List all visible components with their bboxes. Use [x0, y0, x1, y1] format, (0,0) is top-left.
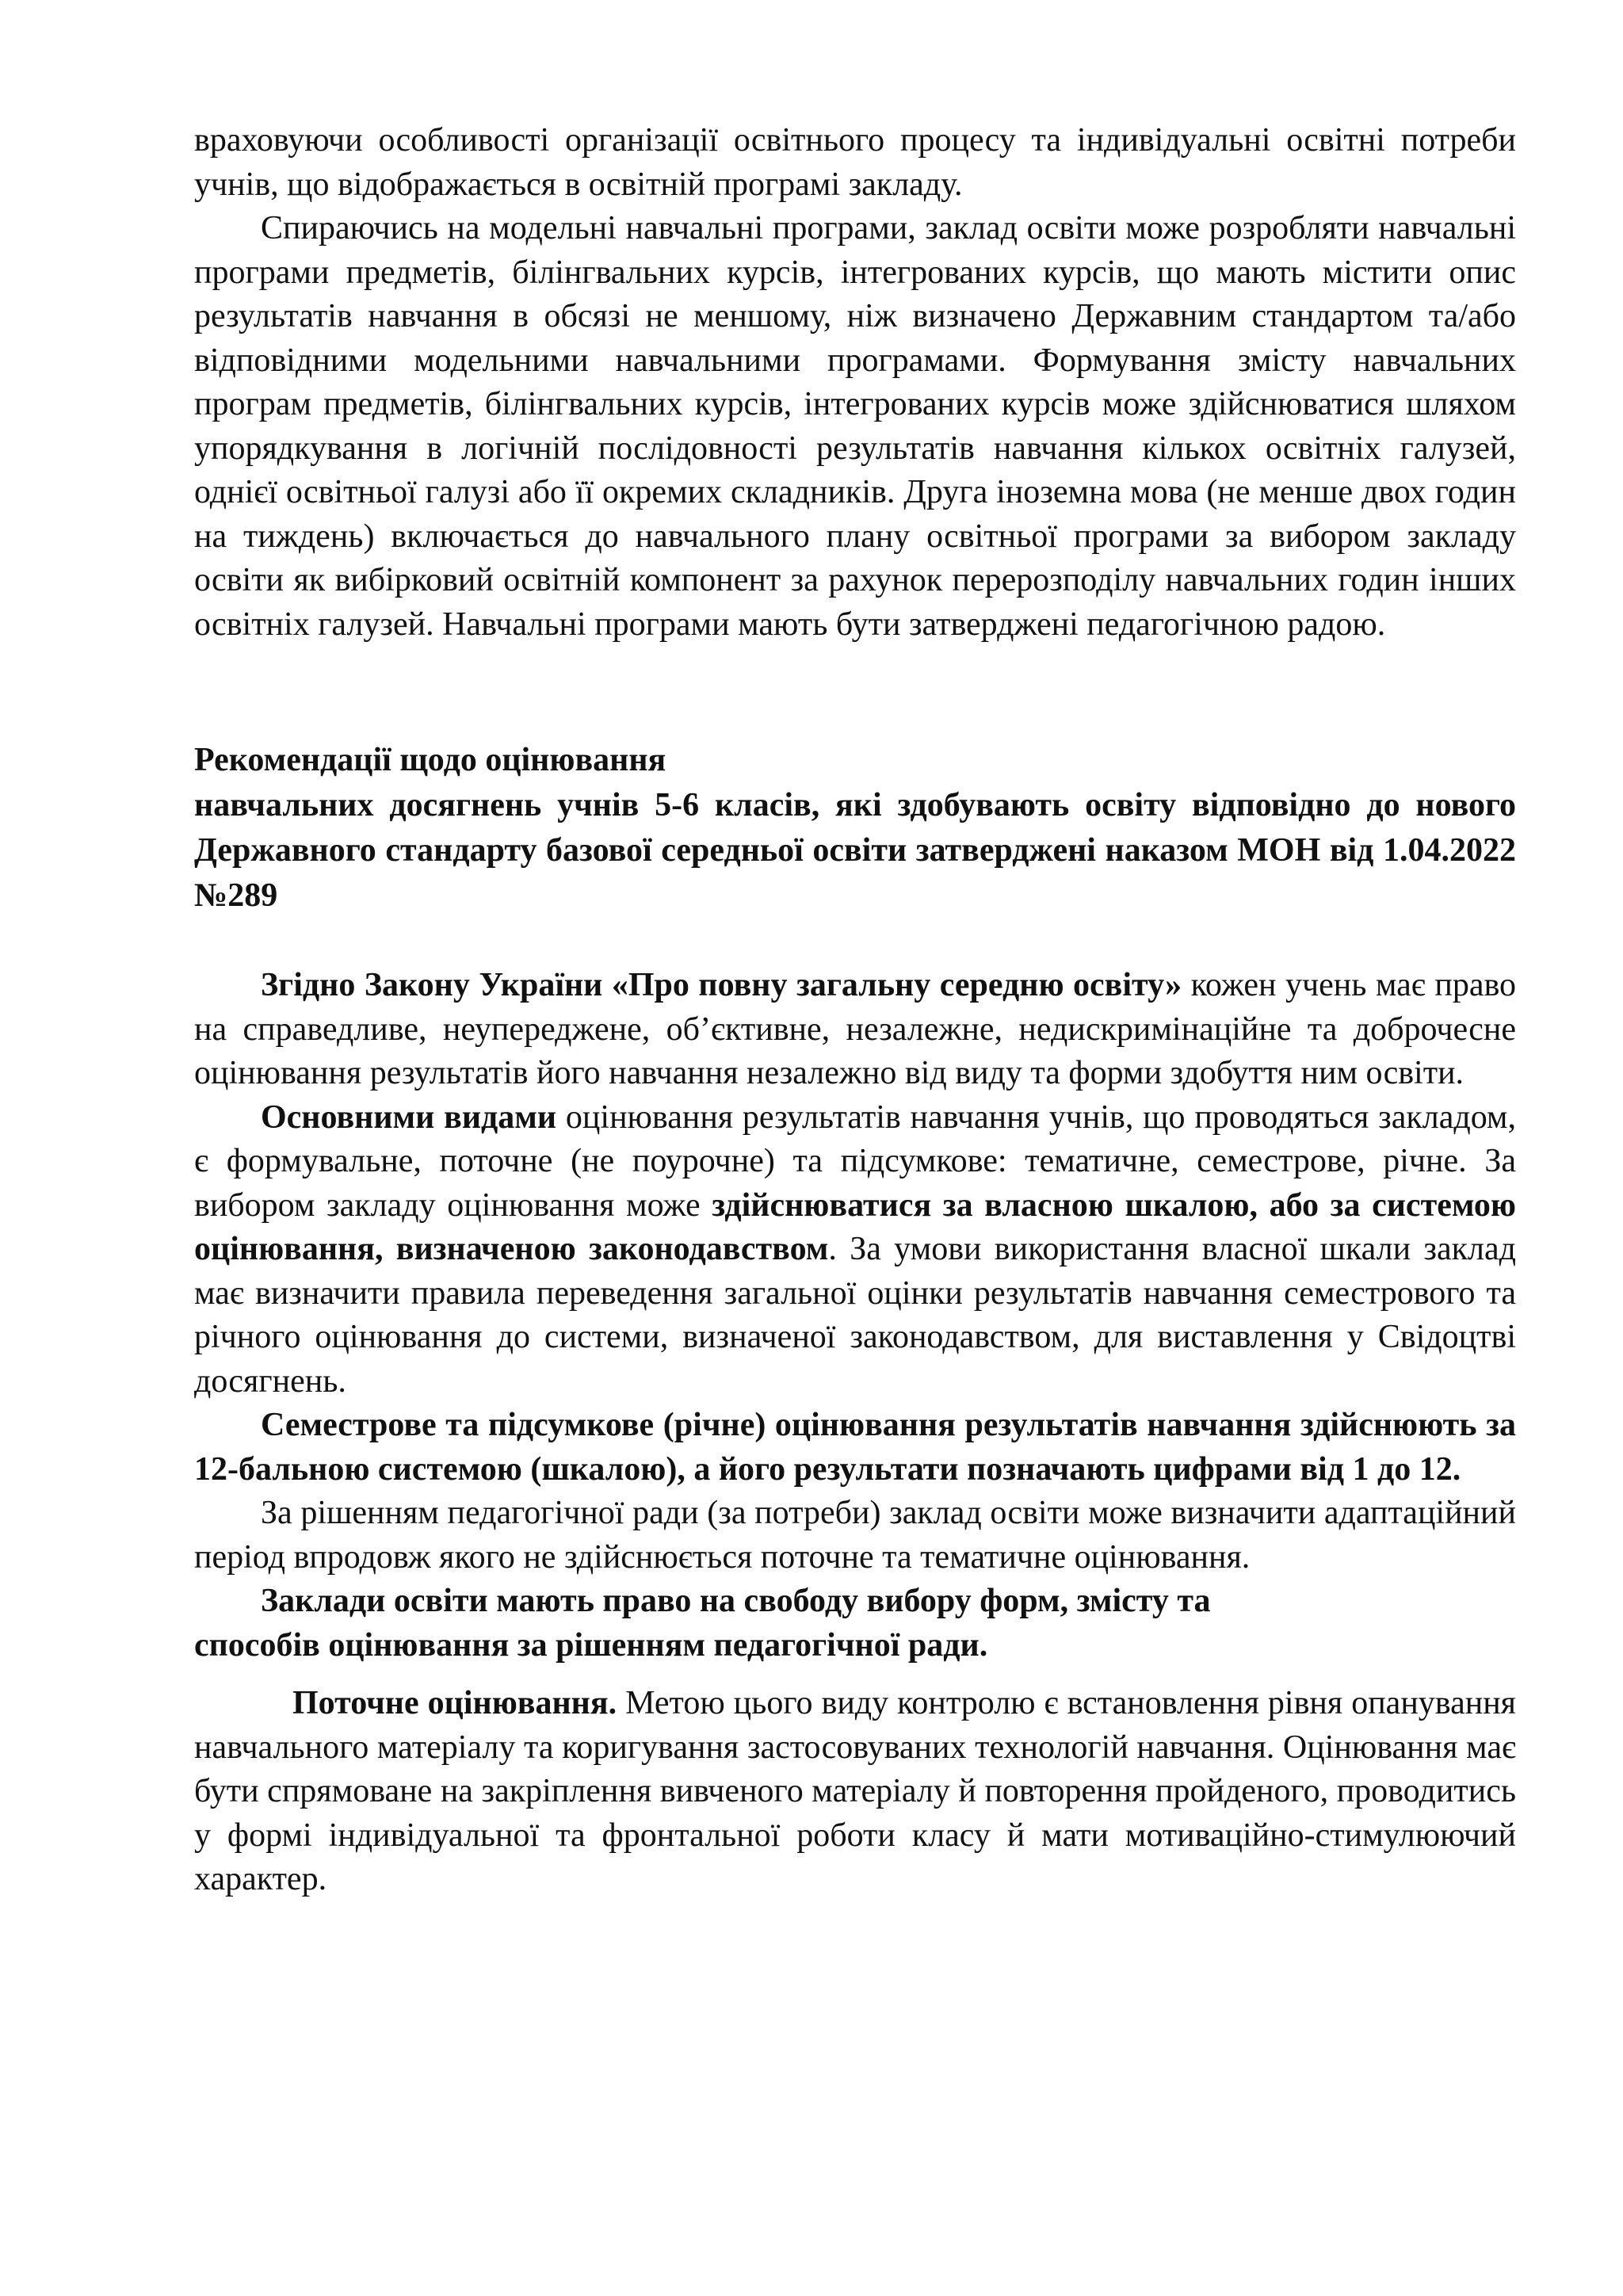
assessment-types-term: Основними видами	[261, 1098, 557, 1136]
law-paragraph-text: кожен учень має право на справедливе, неупереджене, об’єктивне, незалежне, недискримінаційне та доброчесне оцінювання результатів його навчання незалежно від виду та форми здобуття ним освіти.	[194, 967, 1516, 1091]
assessment-scale-emphasis: здійснюватися за власною шкалою, або за системою оцінювання, визначеною законодавством	[194, 1186, 1516, 1267]
freedom-paragraph	[194, 1580, 1516, 1668]
spacer	[194, 647, 1516, 738]
freedom-line-1: Заклади освіти мають право на свободу вибору форм, змісту та	[261, 1583, 1211, 1619]
spacer	[194, 919, 1516, 964]
freedom-line-2: способів оцінювання за рішенням педагогічної ради.	[194, 1626, 988, 1664]
section-heading-title: Рекомендації щодо оцінювання	[194, 742, 666, 778]
spacer	[194, 1668, 1516, 1682]
adaptation-period-paragraph: За рішенням педагогічної ради (за потреби) заклад освіти може визначити адаптаційний період впродовж якого не здійснюється поточне та тематичне оцінювання.	[194, 1495, 1516, 1576]
intro-paragraph-programs: Спираючись на модельні навчальні програми, заклад освіти може розробляти навчальні програми предметів, білінгвальних курсів, інтегрованих курсів, що мають містити опис результатів навчання в обсязі не меншому, ніж визначено Державним стандартом та/або відповідними модельними навчальними програмами. Формування змісту навчальних програм предметів, білінгвальних курсів, інтегрованих курсів може здійснюватися шляхом упорядкування в логічній послідовності результатів навчання кількох освітніх галузей, однієї освітньої галузі або її окремих складників. Друга іноземна мова (не менше двох годин на тиждень) включається до навчального плану освітньої програми за вибором закладу освіти як вибірковий освітній компонент за рахунок перерозподілу навчальних годин інших освітніх галузей. Навчальні програми мають бути затверджені педагогічною радою.	[194, 210, 1516, 643]
law-paragraph	[194, 964, 1516, 1096]
assessment-types-paragraph	[194, 1096, 1516, 1404]
section-heading-subtitle: навчальних досягнень учнів 5-6 класів, які здобувають освіту відповідно до нового Державного стандарту базової середньої освіти затверджені наказом МОН від 1.04.2022 №289	[194, 787, 1516, 914]
semester-assessment-text: Семестрове та підсумкове (річне) оцінювання результатів навчання здійснюють за 12-бальною системою (шкалою), а його результати позначають цифрами від 1 до 12.	[194, 1407, 1516, 1488]
current-assessment-text: Метою цього виду контролю є встановлення рівня опанування навчального матеріалу та коригування застосовуваних технологій навчання. Оцінювання має бути спрямоване на закріплення вивченого матеріалу й повторення пройденого, проводитись у формі індивідуальної та фронтальної роботи класу й мати мотиваційно-стимулюючий характер.	[194, 1685, 1516, 1897]
law-reference: Згідно Закону України «Про повну загальну середню освіту»	[261, 967, 1182, 1003]
intro-paragraph-continuation: враховуючи особливості організації освітнього процесу та індивідуальні освітні потреби учнів, що відображається в освітній програмі закладу.	[194, 122, 1516, 203]
document-page	[194, 119, 1516, 1902]
assessment-types-text: оцінювання результатів навчання учнів, що проводяться закладом, є формувальне, поточне (не поурочне) та підсумкове: тематичне, семестрове, річне. За вибором закладу оцінювання може	[194, 1098, 1516, 1224]
assessment-scale-text: . За умови використання власної шкали заклад має визначити правила переведення загальної оцінки результатів навчання семестрового та річного оцінювання до системи, визначеної законодавством, для виставлення у Свідоцтві досягнень.	[194, 1231, 1516, 1400]
current-assessment-paragraph	[194, 1682, 1516, 1902]
current-assessment-term: Поточне оцінювання.	[292, 1685, 617, 1721]
semester-assessment-paragraph	[194, 1404, 1516, 1492]
